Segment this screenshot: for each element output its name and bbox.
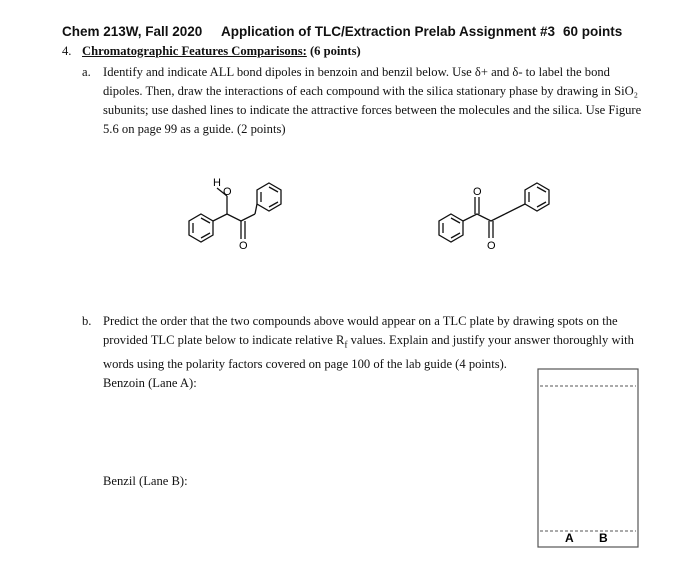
- benzil-lower-o-label: O: [487, 240, 496, 252]
- course-title: Chem 213W, Fall 2020: [62, 24, 203, 39]
- lane-a-marker: A: [565, 531, 574, 545]
- benzoin-structure: [175, 165, 315, 255]
- lane-a-label: Benzoin (Lane A):: [103, 376, 197, 390]
- benzil-structure: [425, 165, 565, 255]
- part-a-line: dipoles. Then, draw the interactions of each compound with the silica stationary phase by drawing in SiO₂: [103, 84, 639, 98]
- question-points: (6 points): [309, 44, 361, 58]
- question-title: Chromatographic Features Comparisons:: [82, 44, 307, 58]
- tlc-plate[interactable]: [537, 368, 641, 550]
- benzoin-carbonyl-o-label: O: [239, 240, 248, 252]
- tlc-plate-border: [538, 369, 638, 547]
- assignment-title: Application of TLC/Extraction Prelab Assignment #3: [221, 24, 556, 39]
- rf-subscript: f: [344, 339, 348, 350]
- part-b-text: [103, 312, 643, 374]
- part-a-line: subunits; use dashed lines to indicate the attractive forces between the molecules and the silica. Use Figure: [103, 103, 642, 117]
- part-a-line: Identify and indicate ALL bond dipoles in benzoin and benzil below. Use δ+ and δ- to label the bond: [103, 65, 610, 79]
- question-heading: [62, 44, 361, 59]
- part-b-line: Predict the order that the two compounds above would appear on a TLC plate by drawing spots on the: [103, 314, 618, 328]
- lane-b-marker: B: [599, 531, 608, 545]
- part-b-marker: b.: [82, 314, 92, 328]
- part-b-line: words using the polarity factors covered on page 100 of the lab guide (4 points).: [103, 356, 507, 371]
- total-points: 60 points: [563, 24, 623, 39]
- part-a-marker: a.: [82, 65, 91, 79]
- benzoin-h-label: H: [213, 177, 221, 189]
- part-a-text: [103, 63, 643, 139]
- benzil-upper-o-label: O: [473, 186, 482, 198]
- benzoin-hydroxyl-o-label: O: [223, 186, 232, 198]
- part-a-line: 5.6 on page 99 as a guide. (2 points): [103, 122, 286, 136]
- part-b-line: provided TLC plate below to indicate relative $R_f$ values. Explain and justify your answer thoroughly with: [103, 333, 634, 350]
- lane-b-label: Benzil (Lane B):: [103, 474, 188, 488]
- question-number: 4.: [62, 44, 72, 58]
